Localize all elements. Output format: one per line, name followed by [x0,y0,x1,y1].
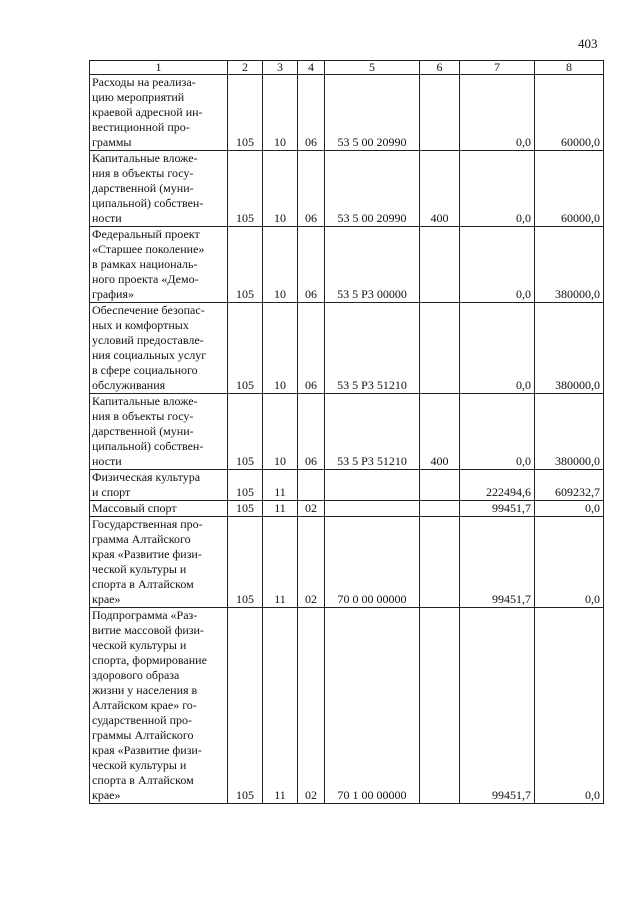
amount-2-cell: 380000,0 [535,303,604,394]
row-name-cell [90,608,228,804]
column-header: 7 [460,61,535,75]
row-name-line: спорта в Алтайском [92,577,194,591]
amount-1-cell: 99451,7 [460,517,535,608]
row-name-line: цию мероприятий [92,90,185,104]
section-cell: 10 [263,227,298,303]
expense-type-cell: 400 [420,151,460,227]
table-body [90,75,604,804]
row-name-line: обслуживания [92,378,166,392]
table-row [90,394,604,470]
row-name-cell [90,303,228,394]
section-cell: 11 [263,608,298,804]
ministry-code-cell: 105 [228,75,263,151]
amount-1-cell: 99451,7 [460,501,535,517]
ministry-code-cell: 105 [228,151,263,227]
subsection-cell: 02 [298,517,325,608]
row-name-line: ческой культуры и [92,758,187,772]
row-name-cell [90,75,228,151]
header-row [90,61,604,75]
section-cell: 11 [263,470,298,501]
amount-2-cell: 60000,0 [535,75,604,151]
row-name-line: Федеральный проект [92,227,200,241]
row-name-line: Обеспечение безопас- [92,303,205,317]
section-cell: 10 [263,151,298,227]
row-name-line: в сфере социального [92,363,198,377]
section-cell: 11 [263,501,298,517]
table-row [90,151,604,227]
table-row [90,75,604,151]
expense-type-cell [420,517,460,608]
row-name-line: ния в объекты госу- [92,166,194,180]
expense-type-cell [420,470,460,501]
row-name-line: жизни у населения в [92,683,198,697]
subsection-cell: 02 [298,501,325,517]
row-name-line: края «Развитие физи- [92,743,202,757]
target-article-cell: 53 5 P3 51210 [325,394,420,470]
row-name-line: граммы Алтайского [92,728,194,742]
row-name-line: Подпрограмма «Раз- [92,608,198,622]
column-header: 5 [325,61,420,75]
expense-type-cell [420,303,460,394]
row-name-line: дарственной (муни- [92,424,194,438]
table-row [90,501,604,517]
row-name-cell [90,394,228,470]
subsection-cell: 06 [298,75,325,151]
row-name-line: крае» [92,592,121,606]
amount-2-cell: 0,0 [535,517,604,608]
table-row [90,608,604,804]
amount-2-cell: 380000,0 [535,394,604,470]
target-article-cell [325,501,420,517]
row-name-line: в рамках националь- [92,257,198,271]
section-cell: 10 [263,75,298,151]
row-name-line: ния социальных услуг [92,348,207,362]
column-header: 3 [263,61,298,75]
subsection-cell: 06 [298,394,325,470]
subsection-cell: 06 [298,303,325,394]
row-name-line: ципальной) собствен- [92,439,204,453]
row-name-line: ния в объекты госу- [92,409,194,423]
row-name-line: ного проекта «Демо- [92,272,199,286]
subsection-cell: 02 [298,608,325,804]
row-name-line: графия» [92,287,134,301]
row-name-line: сударственной про- [92,713,193,727]
expense-type-cell [420,75,460,151]
amount-2-cell: 0,0 [535,608,604,804]
row-name-line: ности [92,454,122,468]
section-cell: 11 [263,517,298,608]
table-row [90,227,604,303]
amount-2-cell: 609232,7 [535,470,604,501]
section-cell: 10 [263,303,298,394]
target-article-cell: 70 1 00 00000 [325,608,420,804]
row-name-cell [90,227,228,303]
row-name-line: спорта в Алтайском [92,773,194,787]
target-article-cell: 53 5 00 20990 [325,151,420,227]
column-header: 2 [228,61,263,75]
row-name-line: здорового образа [92,668,180,682]
row-name-line: крае» [92,788,121,802]
expense-type-cell: 400 [420,394,460,470]
ministry-code-cell: 105 [228,394,263,470]
target-article-cell [325,470,420,501]
subsection-cell: 06 [298,151,325,227]
row-name-line: Массовый спорт [92,501,177,515]
subsection-cell [298,470,325,501]
section-cell: 10 [263,394,298,470]
row-name-line: Физическая культура [92,470,201,484]
row-name-line: ности [92,211,122,225]
ministry-code-cell: 105 [228,517,263,608]
column-header: 6 [420,61,460,75]
amount-1-cell: 0,0 [460,303,535,394]
row-name-line: ческой культуры и [92,562,187,576]
page-number: 403 [578,36,598,51]
column-header: 1 [90,61,228,75]
row-name-line: спорта, формирование [92,653,207,667]
amount-2-cell: 60000,0 [535,151,604,227]
row-name-line: граммы [92,135,132,149]
row-name-line: грамма Алтайского [92,532,191,546]
row-name-line: краевой адресной ин- [92,105,203,119]
row-name-line: ных и комфортных [92,318,189,332]
row-name-line: края «Развитие физи- [92,547,202,561]
budget-table [89,60,604,804]
amount-1-cell: 0,0 [460,227,535,303]
column-header: 8 [535,61,604,75]
row-name-line: ческой культуры и [92,638,187,652]
expense-type-cell [420,227,460,303]
table-row [90,517,604,608]
row-name-line: ципальной) собствен- [92,196,204,210]
row-name-cell [90,517,228,608]
ministry-code-cell: 105 [228,303,263,394]
column-header: 4 [298,61,325,75]
amount-1-cell: 0,0 [460,151,535,227]
row-name-line: и спорт [92,485,131,499]
target-article-cell: 70 0 00 00000 [325,517,420,608]
table-row [90,303,604,394]
row-name-line: «Старшее поколение» [92,242,205,256]
row-name-line: Расходы на реализа- [92,75,196,89]
target-article-cell: 53 5 00 20990 [325,75,420,151]
ministry-code-cell: 105 [228,470,263,501]
expense-type-cell [420,501,460,517]
row-name-cell [90,501,228,517]
row-name-line: вестиционной про- [92,120,190,134]
amount-1-cell: 99451,7 [460,608,535,804]
row-name-line: Алтайском крае» го- [92,698,197,712]
row-name-line: условий предоставле- [92,333,204,347]
row-name-line: Капитальные вложе- [92,394,198,408]
amount-2-cell: 380000,0 [535,227,604,303]
row-name-cell [90,151,228,227]
subsection-cell: 06 [298,227,325,303]
amount-1-cell: 222494,6 [460,470,535,501]
table-row [90,470,604,501]
ministry-code-cell: 105 [228,608,263,804]
row-name-line: дарственной (муни- [92,181,194,195]
target-article-cell: 53 5 P3 00000 [325,227,420,303]
target-article-cell: 53 5 P3 51210 [325,303,420,394]
ministry-code-cell: 105 [228,227,263,303]
row-name-line: Капитальные вложе- [92,151,198,165]
amount-2-cell: 0,0 [535,501,604,517]
row-name-cell [90,470,228,501]
row-name-line: Государственная про- [92,517,203,531]
amount-1-cell: 0,0 [460,394,535,470]
row-name-line: витие массовой физи- [92,623,204,637]
amount-1-cell: 0,0 [460,75,535,151]
expense-type-cell [420,608,460,804]
ministry-code-cell: 105 [228,501,263,517]
